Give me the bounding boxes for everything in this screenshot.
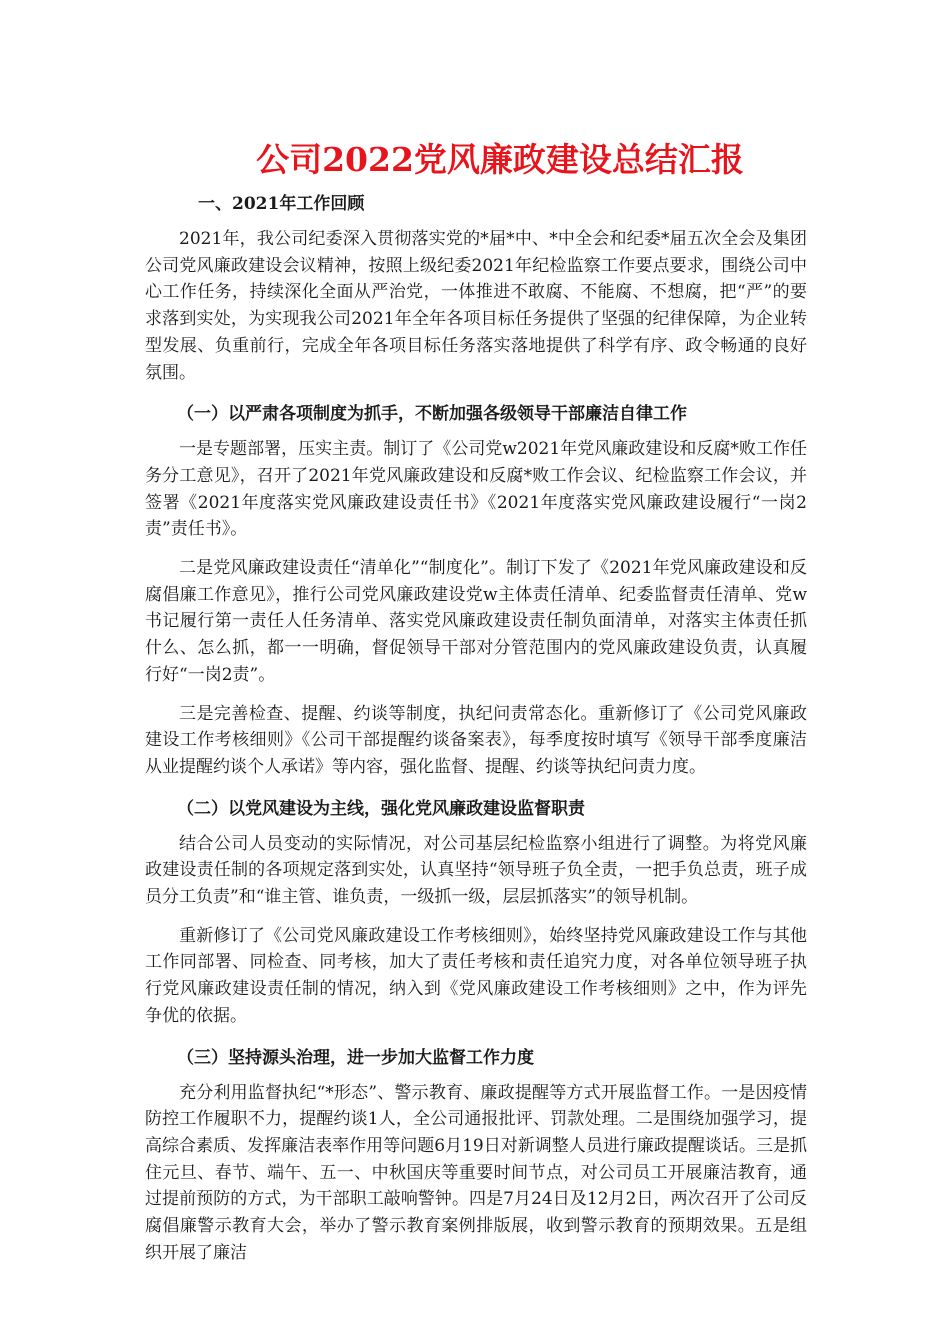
section-heading: 一、2021年工作回顾 [198, 194, 365, 214]
document-body [145, 188, 807, 1279]
document-title: 公司2022党风廉政建设总结汇报 [256, 140, 744, 179]
paragraph: 二是党风廉政建设责任“清单化”“制度化”。制订下发了《2021年党风廉政建设和反腐倡廉工作意见》，推行公司党风廉政建设党w主体责任清单、纪委监督责任清单、党w书记履行第一责任人任务清单、落实党风廉政建设责任制负面清单，对落实主体责任抓什么、怎么抓，都一一明确，督促领导干部对分管范围内的党风廉政建设负责，认真履行好“一岗2责”。 [145, 558, 807, 685]
paragraph: 结合公司人员变动的实际情况，对公司基层纪检监察小组进行了调整。为将党风廉政建设责任制的各项规定落到实处，认真坚持“领导班子负全责，一把手负总责，班子成员分工负责”和“谁主管、谁负责，一级抓一级，层层抓落实”的领导机制。 [145, 833, 807, 908]
paragraph: 重新修订了《公司党风廉政建设工作考核细则》，始终坚持党风廉政建设工作与其他工作同部署、同检查、同考核，加大了责任考核和责任追究力度，对各单位领导班子执行党风廉政建设责任制的情况，纳入到《党风廉政建设工作考核细则》之中，作为评先争优的依据。 [145, 925, 807, 1026]
paragraph: 三是完善检查、提醒、约谈等制度，执纪问责常态化。重新修订了《公司党风廉政建设工作考核细则》《公司干部提醒约谈备案表》，每季度按时填写《领导干部季度廉洁从业提醒约谈个人承诺》等内容，强化监督、提醒、约谈等执纪问责力度。 [145, 703, 807, 777]
paragraph: 一是专题部署，压实主责。制订了《公司党w2021年党风廉政建设和反腐*败工作任务分工意见》，召开了2021年党风廉政建设和反腐*败工作会议、纪检监察工作会议，并签署《2021年度落实党风廉政建设责任书》《2021年度落实党风廉政建设履行“一岗2责”责任书》。 [145, 439, 807, 540]
paragraph: 充分利用监督执纪“*形态”、警示教育、廉政提醒等方式开展监督工作。一是因疫情防控工作履职不力，提醒约谈1人，全公司通报批评、罚款处理。二是围绕加强学习，提高综合素质、发挥廉洁表率作用等问题6月19日对新调整人员进行廉政提醒谈话。三是抓住元旦、春节、端午、五一、中秋国庆等重要时间节点，对公司员工开展廉洁教育，通过提前预防的方式，为干部职工敲响警钟。四是7月24日及12月2日，两次召开了公司反腐倡廉警示教育大会，举办了警示教育案例排版展，收到警示教育的预期效果。五是组织开展了廉洁 [145, 1082, 807, 1263]
subsection-heading: （三）坚持源头治理，进一步加大监督工作力度 [177, 1047, 534, 1068]
subsection-heading: （一）以严肃各项制度为抓手，不断加强各级领导干部廉洁自律工作 [177, 404, 687, 425]
subsection-heading: （二）以党风建设为主线，强化党风廉政建设监督职责 [177, 798, 585, 819]
paragraph: 2021年，我公司纪委深入贯彻落实党的*届*中、*中全会和纪委*届五次全会及集团公司党风廉政建设会议精神，按照上级纪委2021年纪检监察工作要点要求，围绕公司中心工作任务，持续深化全面从严治党，一体推进不敢腐、不能腐、不想腐，把“严”的要求落到实处，为实现我公司2021年全年各项目标任务提供了坚强的纪律保障，为企业转型发展、负重前行，完成全年各项目标任务落实落地提供了科学有序、政令畅通的良好氛围。 [145, 229, 807, 383]
